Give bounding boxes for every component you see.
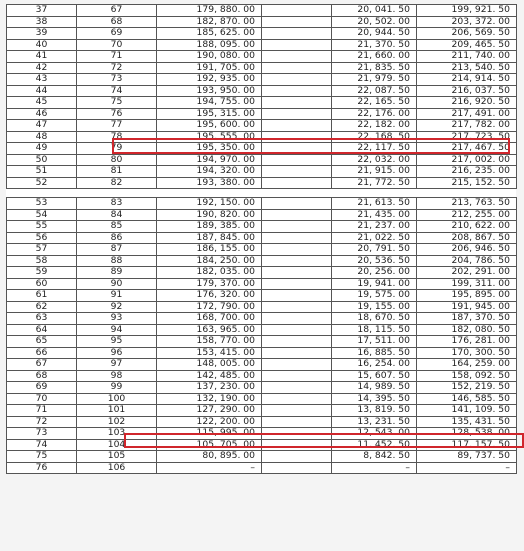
table-row bbox=[7, 74, 517, 86]
value-1-cell: 192, 935. 00 bbox=[157, 74, 262, 86]
table-row bbox=[7, 244, 517, 256]
row-index-cell: 51 bbox=[7, 166, 77, 178]
value-3-cell: 89, 737. 50 bbox=[417, 451, 517, 463]
value-2-cell: 20, 791. 50 bbox=[332, 244, 417, 256]
age-cell: 77 bbox=[77, 120, 157, 132]
table-row bbox=[7, 324, 517, 336]
value-3-cell: 199, 921. 50 bbox=[417, 5, 517, 17]
row-index-cell: 48 bbox=[7, 131, 77, 143]
table-row bbox=[7, 131, 517, 143]
value-1-cell: 142, 485. 00 bbox=[157, 370, 262, 382]
blank-cell bbox=[262, 154, 332, 166]
row-index-cell: 75 bbox=[7, 451, 77, 463]
table-bottom bbox=[6, 197, 517, 474]
value-2-cell: 20, 256. 00 bbox=[332, 267, 417, 279]
row-index-cell: 47 bbox=[7, 120, 77, 132]
blank-cell bbox=[262, 166, 332, 178]
value-3-cell: 217, 782. 00 bbox=[417, 120, 517, 132]
blank-cell bbox=[262, 393, 332, 405]
value-1-cell: 186, 155. 00 bbox=[157, 244, 262, 256]
row-index-cell: 76 bbox=[7, 462, 77, 474]
blank-cell bbox=[262, 255, 332, 267]
value-2-cell: 14, 989. 50 bbox=[332, 382, 417, 394]
table-row bbox=[7, 336, 517, 348]
value-1-cell: 182, 870. 00 bbox=[157, 16, 262, 28]
value-2-cell: 13, 231. 50 bbox=[332, 416, 417, 428]
age-cell: 82 bbox=[77, 177, 157, 189]
blank-cell bbox=[262, 74, 332, 86]
table-row bbox=[7, 177, 517, 189]
value-1-cell: 122, 200. 00 bbox=[157, 416, 262, 428]
table-bottom-body bbox=[7, 198, 517, 474]
table-row bbox=[7, 108, 517, 120]
row-index-cell: 58 bbox=[7, 255, 77, 267]
value-1-cell: 184, 250. 00 bbox=[157, 255, 262, 267]
value-1-cell: 153, 415. 00 bbox=[157, 347, 262, 359]
value-2-cell: 22, 176. 00 bbox=[332, 108, 417, 120]
row-index-cell: 73 bbox=[7, 428, 77, 440]
age-cell: 100 bbox=[77, 393, 157, 405]
blank-cell bbox=[262, 108, 332, 120]
value-1-cell: 105, 705. 00 bbox=[157, 439, 262, 451]
blank-cell bbox=[262, 62, 332, 74]
age-cell: 78 bbox=[77, 131, 157, 143]
table-row bbox=[7, 154, 517, 166]
blank-cell bbox=[262, 359, 332, 371]
value-1-cell: 179, 370. 00 bbox=[157, 278, 262, 290]
blank-cell bbox=[262, 370, 332, 382]
age-cell: 86 bbox=[77, 232, 157, 244]
value-1-cell: 168, 700. 00 bbox=[157, 313, 262, 325]
table-row bbox=[7, 232, 517, 244]
row-index-cell: 45 bbox=[7, 97, 77, 109]
value-2-cell: 20, 536. 50 bbox=[332, 255, 417, 267]
value-3-cell: 170, 300. 50 bbox=[417, 347, 517, 359]
age-cell: 94 bbox=[77, 324, 157, 336]
table-row bbox=[7, 120, 517, 132]
value-2-cell: 21, 237. 00 bbox=[332, 221, 417, 233]
row-index-cell: 63 bbox=[7, 313, 77, 325]
blank-cell bbox=[262, 198, 332, 210]
blank-cell bbox=[262, 301, 332, 313]
table-row bbox=[7, 198, 517, 210]
age-cell: 96 bbox=[77, 347, 157, 359]
age-cell: 69 bbox=[77, 28, 157, 40]
row-index-cell: 68 bbox=[7, 370, 77, 382]
value-1-cell: 195, 600. 00 bbox=[157, 120, 262, 132]
value-3-cell: 203, 372. 00 bbox=[417, 16, 517, 28]
value-3-cell: 206, 946. 50 bbox=[417, 244, 517, 256]
value-1-cell: 148, 005. 00 bbox=[157, 359, 262, 371]
value-1-cell: 80, 895. 00 bbox=[157, 451, 262, 463]
row-index-cell: 69 bbox=[7, 382, 77, 394]
value-3-cell: 213, 540. 50 bbox=[417, 62, 517, 74]
value-1-cell: 176, 320. 00 bbox=[157, 290, 262, 302]
age-cell: 79 bbox=[77, 143, 157, 155]
table-row bbox=[7, 97, 517, 109]
value-3-cell: 176, 281. 00 bbox=[417, 336, 517, 348]
table-row bbox=[7, 166, 517, 178]
value-1-cell: 158, 770. 00 bbox=[157, 336, 262, 348]
value-2-cell: 19, 941. 00 bbox=[332, 278, 417, 290]
value-2-cell: 20, 502. 00 bbox=[332, 16, 417, 28]
blank-cell bbox=[262, 5, 332, 17]
value-2-cell: 19, 155. 00 bbox=[332, 301, 417, 313]
value-3-cell: 135, 431. 50 bbox=[417, 416, 517, 428]
value-3-cell: 217, 491. 00 bbox=[417, 108, 517, 120]
age-cell: 75 bbox=[77, 97, 157, 109]
table-row bbox=[7, 85, 517, 97]
row-index-cell: 42 bbox=[7, 62, 77, 74]
table-row bbox=[7, 301, 517, 313]
row-index-cell: 41 bbox=[7, 51, 77, 63]
value-2-cell: – bbox=[332, 462, 417, 474]
age-cell: 105 bbox=[77, 451, 157, 463]
value-3-cell: 217, 002. 00 bbox=[417, 154, 517, 166]
table-row bbox=[7, 416, 517, 428]
row-index-cell: 66 bbox=[7, 347, 77, 359]
value-2-cell: 20, 944. 50 bbox=[332, 28, 417, 40]
table-top bbox=[6, 4, 517, 189]
age-cell: 74 bbox=[77, 85, 157, 97]
row-index-cell: 55 bbox=[7, 221, 77, 233]
row-index-cell: 70 bbox=[7, 393, 77, 405]
value-1-cell: 137, 230. 00 bbox=[157, 382, 262, 394]
table-row bbox=[7, 62, 517, 74]
value-3-cell: 128, 538. 00 bbox=[417, 428, 517, 440]
value-2-cell: 22, 165. 50 bbox=[332, 97, 417, 109]
row-index-cell: 54 bbox=[7, 209, 77, 221]
age-cell: 88 bbox=[77, 255, 157, 267]
value-2-cell: 22, 182. 00 bbox=[332, 120, 417, 132]
row-index-cell: 72 bbox=[7, 416, 77, 428]
value-1-cell: 191, 705. 00 bbox=[157, 62, 262, 74]
blank-cell bbox=[262, 39, 332, 51]
value-1-cell: 115, 995. 00 bbox=[157, 428, 262, 440]
row-index-cell: 57 bbox=[7, 244, 77, 256]
age-cell: 72 bbox=[77, 62, 157, 74]
age-cell: 80 bbox=[77, 154, 157, 166]
value-3-cell: 215, 152. 50 bbox=[417, 177, 517, 189]
value-2-cell: 16, 254. 00 bbox=[332, 359, 417, 371]
blank-cell bbox=[262, 416, 332, 428]
table-top-body bbox=[7, 5, 517, 189]
age-cell: 95 bbox=[77, 336, 157, 348]
blank-cell bbox=[262, 85, 332, 97]
value-1-cell: 193, 950. 00 bbox=[157, 85, 262, 97]
blank-cell bbox=[262, 405, 332, 417]
value-2-cell: 21, 835. 50 bbox=[332, 62, 417, 74]
page-break bbox=[6, 189, 516, 197]
table-row bbox=[7, 359, 517, 371]
value-1-cell: 127, 290. 00 bbox=[157, 405, 262, 417]
value-2-cell: 19, 575. 00 bbox=[332, 290, 417, 302]
row-index-cell: 74 bbox=[7, 439, 77, 451]
value-3-cell: 164, 259. 00 bbox=[417, 359, 517, 371]
blank-cell bbox=[262, 439, 332, 451]
blank-cell bbox=[262, 28, 332, 40]
value-3-cell: 152, 219. 50 bbox=[417, 382, 517, 394]
blank-cell bbox=[262, 221, 332, 233]
table-row bbox=[7, 28, 517, 40]
value-2-cell: 21, 915. 00 bbox=[332, 166, 417, 178]
row-index-cell: 61 bbox=[7, 290, 77, 302]
value-1-cell: 194, 755. 00 bbox=[157, 97, 262, 109]
value-3-cell: 209, 465. 50 bbox=[417, 39, 517, 51]
value-2-cell: 21, 370. 50 bbox=[332, 39, 417, 51]
value-1-cell: 194, 970. 00 bbox=[157, 154, 262, 166]
blank-cell bbox=[262, 16, 332, 28]
row-index-cell: 64 bbox=[7, 324, 77, 336]
blank-cell bbox=[262, 451, 332, 463]
value-3-cell: – bbox=[417, 462, 517, 474]
blank-cell bbox=[262, 177, 332, 189]
value-3-cell: 182, 080. 50 bbox=[417, 324, 517, 336]
value-1-cell: 195, 555. 00 bbox=[157, 131, 262, 143]
table-row bbox=[7, 313, 517, 325]
age-cell: 101 bbox=[77, 405, 157, 417]
age-cell: 91 bbox=[77, 290, 157, 302]
value-1-cell: 194, 320. 00 bbox=[157, 166, 262, 178]
row-index-cell: 62 bbox=[7, 301, 77, 313]
blank-cell bbox=[262, 336, 332, 348]
table-row bbox=[7, 370, 517, 382]
row-index-cell: 65 bbox=[7, 336, 77, 348]
value-2-cell: 17, 511. 00 bbox=[332, 336, 417, 348]
value-3-cell: 212, 255. 00 bbox=[417, 209, 517, 221]
age-cell: 90 bbox=[77, 278, 157, 290]
value-3-cell: 217, 467. 50 bbox=[417, 143, 517, 155]
age-cell: 92 bbox=[77, 301, 157, 313]
row-index-cell: 52 bbox=[7, 177, 77, 189]
table-row bbox=[7, 382, 517, 394]
value-2-cell: 15, 607. 50 bbox=[332, 370, 417, 382]
table-row bbox=[7, 209, 517, 221]
value-1-cell: 187, 845. 00 bbox=[157, 232, 262, 244]
age-cell: 85 bbox=[77, 221, 157, 233]
table-row bbox=[7, 255, 517, 267]
row-index-cell: 37 bbox=[7, 5, 77, 17]
blank-cell bbox=[262, 232, 332, 244]
age-cell: 97 bbox=[77, 359, 157, 371]
value-2-cell: 20, 041. 50 bbox=[332, 5, 417, 17]
value-1-cell: – bbox=[157, 462, 262, 474]
value-1-cell: 188, 095. 00 bbox=[157, 39, 262, 51]
table-row bbox=[7, 393, 517, 405]
value-1-cell: 179, 880. 00 bbox=[157, 5, 262, 17]
blank-cell bbox=[262, 347, 332, 359]
row-index-cell: 44 bbox=[7, 85, 77, 97]
blank-cell bbox=[262, 278, 332, 290]
value-3-cell: 191, 945. 00 bbox=[417, 301, 517, 313]
blank-cell bbox=[262, 143, 332, 155]
value-3-cell: 206, 569. 50 bbox=[417, 28, 517, 40]
row-index-cell: 40 bbox=[7, 39, 77, 51]
age-cell: 84 bbox=[77, 209, 157, 221]
table-row bbox=[7, 278, 517, 290]
age-cell: 104 bbox=[77, 439, 157, 451]
age-cell: 67 bbox=[77, 5, 157, 17]
value-3-cell: 187, 370. 50 bbox=[417, 313, 517, 325]
row-index-cell: 39 bbox=[7, 28, 77, 40]
value-1-cell: 190, 820. 00 bbox=[157, 209, 262, 221]
blank-cell bbox=[262, 120, 332, 132]
age-cell: 102 bbox=[77, 416, 157, 428]
value-1-cell: 163, 965. 00 bbox=[157, 324, 262, 336]
value-3-cell: 202, 291. 00 bbox=[417, 267, 517, 279]
table-row bbox=[7, 39, 517, 51]
blank-cell bbox=[262, 244, 332, 256]
row-index-cell: 49 bbox=[7, 143, 77, 155]
value-3-cell: 158, 092. 50 bbox=[417, 370, 517, 382]
age-cell: 103 bbox=[77, 428, 157, 440]
table-row bbox=[7, 267, 517, 279]
value-3-cell: 216, 037. 50 bbox=[417, 85, 517, 97]
blank-cell bbox=[262, 209, 332, 221]
age-cell: 93 bbox=[77, 313, 157, 325]
value-3-cell: 199, 311. 00 bbox=[417, 278, 517, 290]
value-3-cell: 141, 109. 50 bbox=[417, 405, 517, 417]
value-1-cell: 172, 790. 00 bbox=[157, 301, 262, 313]
table-row bbox=[7, 51, 517, 63]
blank-cell bbox=[262, 97, 332, 109]
age-cell: 99 bbox=[77, 382, 157, 394]
age-cell: 81 bbox=[77, 166, 157, 178]
row-index-cell: 50 bbox=[7, 154, 77, 166]
value-2-cell: 16, 885. 50 bbox=[332, 347, 417, 359]
value-2-cell: 21, 022. 50 bbox=[332, 232, 417, 244]
age-cell: 98 bbox=[77, 370, 157, 382]
row-index-cell: 59 bbox=[7, 267, 77, 279]
value-1-cell: 185, 625. 00 bbox=[157, 28, 262, 40]
value-1-cell: 193, 380. 00 bbox=[157, 177, 262, 189]
value-3-cell: 213, 763. 50 bbox=[417, 198, 517, 210]
value-3-cell: 204, 786. 50 bbox=[417, 255, 517, 267]
value-2-cell: 21, 613. 50 bbox=[332, 198, 417, 210]
table-row bbox=[7, 462, 517, 474]
value-3-cell: 210, 622. 00 bbox=[417, 221, 517, 233]
value-2-cell: 22, 087. 50 bbox=[332, 85, 417, 97]
value-3-cell: 211, 740. 00 bbox=[417, 51, 517, 63]
row-index-cell: 38 bbox=[7, 16, 77, 28]
value-3-cell: 146, 585. 50 bbox=[417, 393, 517, 405]
table-row bbox=[7, 451, 517, 463]
table-row bbox=[7, 290, 517, 302]
blank-cell bbox=[262, 267, 332, 279]
blank-cell bbox=[262, 428, 332, 440]
row-index-cell: 67 bbox=[7, 359, 77, 371]
row-index-cell: 53 bbox=[7, 198, 77, 210]
value-3-cell: 214, 914. 50 bbox=[417, 74, 517, 86]
row-index-cell: 46 bbox=[7, 108, 77, 120]
row-index-cell: 60 bbox=[7, 278, 77, 290]
value-2-cell: 22, 168. 50 bbox=[332, 131, 417, 143]
blank-cell bbox=[262, 462, 332, 474]
value-2-cell: 13, 819. 50 bbox=[332, 405, 417, 417]
row-index-cell: 56 bbox=[7, 232, 77, 244]
value-3-cell: 216, 235. 00 bbox=[417, 166, 517, 178]
row-index-cell: 71 bbox=[7, 405, 77, 417]
value-2-cell: 11, 452. 50 bbox=[332, 439, 417, 451]
value-2-cell: 21, 772. 50 bbox=[332, 177, 417, 189]
value-1-cell: 182, 035. 00 bbox=[157, 267, 262, 279]
table-row bbox=[7, 5, 517, 17]
value-1-cell: 190, 080. 00 bbox=[157, 51, 262, 63]
table-row bbox=[7, 428, 517, 440]
blank-cell bbox=[262, 51, 332, 63]
age-cell: 73 bbox=[77, 74, 157, 86]
value-1-cell: 132, 190. 00 bbox=[157, 393, 262, 405]
value-2-cell: 21, 979. 50 bbox=[332, 74, 417, 86]
value-1-cell: 192, 150. 00 bbox=[157, 198, 262, 210]
blank-cell bbox=[262, 324, 332, 336]
age-cell: 70 bbox=[77, 39, 157, 51]
value-2-cell: 18, 115. 50 bbox=[332, 324, 417, 336]
table-row bbox=[7, 143, 517, 155]
value-2-cell: 14, 395. 50 bbox=[332, 393, 417, 405]
blank-cell bbox=[262, 382, 332, 394]
value-2-cell: 18, 670. 50 bbox=[332, 313, 417, 325]
table-row bbox=[7, 221, 517, 233]
policy-value-sheet bbox=[6, 4, 516, 474]
age-cell: 68 bbox=[77, 16, 157, 28]
table-row bbox=[7, 347, 517, 359]
value-1-cell: 195, 315. 00 bbox=[157, 108, 262, 120]
value-2-cell: 21, 660. 00 bbox=[332, 51, 417, 63]
blank-cell bbox=[262, 131, 332, 143]
age-cell: 76 bbox=[77, 108, 157, 120]
value-3-cell: 217, 723. 50 bbox=[417, 131, 517, 143]
age-cell: 71 bbox=[77, 51, 157, 63]
value-2-cell: 21, 435. 00 bbox=[332, 209, 417, 221]
value-3-cell: 195, 895. 00 bbox=[417, 290, 517, 302]
blank-cell bbox=[262, 313, 332, 325]
age-cell: 83 bbox=[77, 198, 157, 210]
table-row bbox=[7, 439, 517, 451]
value-1-cell: 189, 385. 00 bbox=[157, 221, 262, 233]
value-1-cell: 195, 350. 00 bbox=[157, 143, 262, 155]
value-3-cell: 216, 920. 50 bbox=[417, 97, 517, 109]
blank-cell bbox=[262, 290, 332, 302]
age-cell: 87 bbox=[77, 244, 157, 256]
table-row bbox=[7, 16, 517, 28]
value-2-cell: 8, 842. 50 bbox=[332, 451, 417, 463]
value-3-cell: 117, 157. 50 bbox=[417, 439, 517, 451]
age-cell: 89 bbox=[77, 267, 157, 279]
value-2-cell: 22, 032. 00 bbox=[332, 154, 417, 166]
value-2-cell: 22, 117. 50 bbox=[332, 143, 417, 155]
value-2-cell: 12, 543. 00 bbox=[332, 428, 417, 440]
age-cell: 106 bbox=[77, 462, 157, 474]
row-index-cell: 43 bbox=[7, 74, 77, 86]
value-3-cell: 208, 867. 50 bbox=[417, 232, 517, 244]
table-row bbox=[7, 405, 517, 417]
